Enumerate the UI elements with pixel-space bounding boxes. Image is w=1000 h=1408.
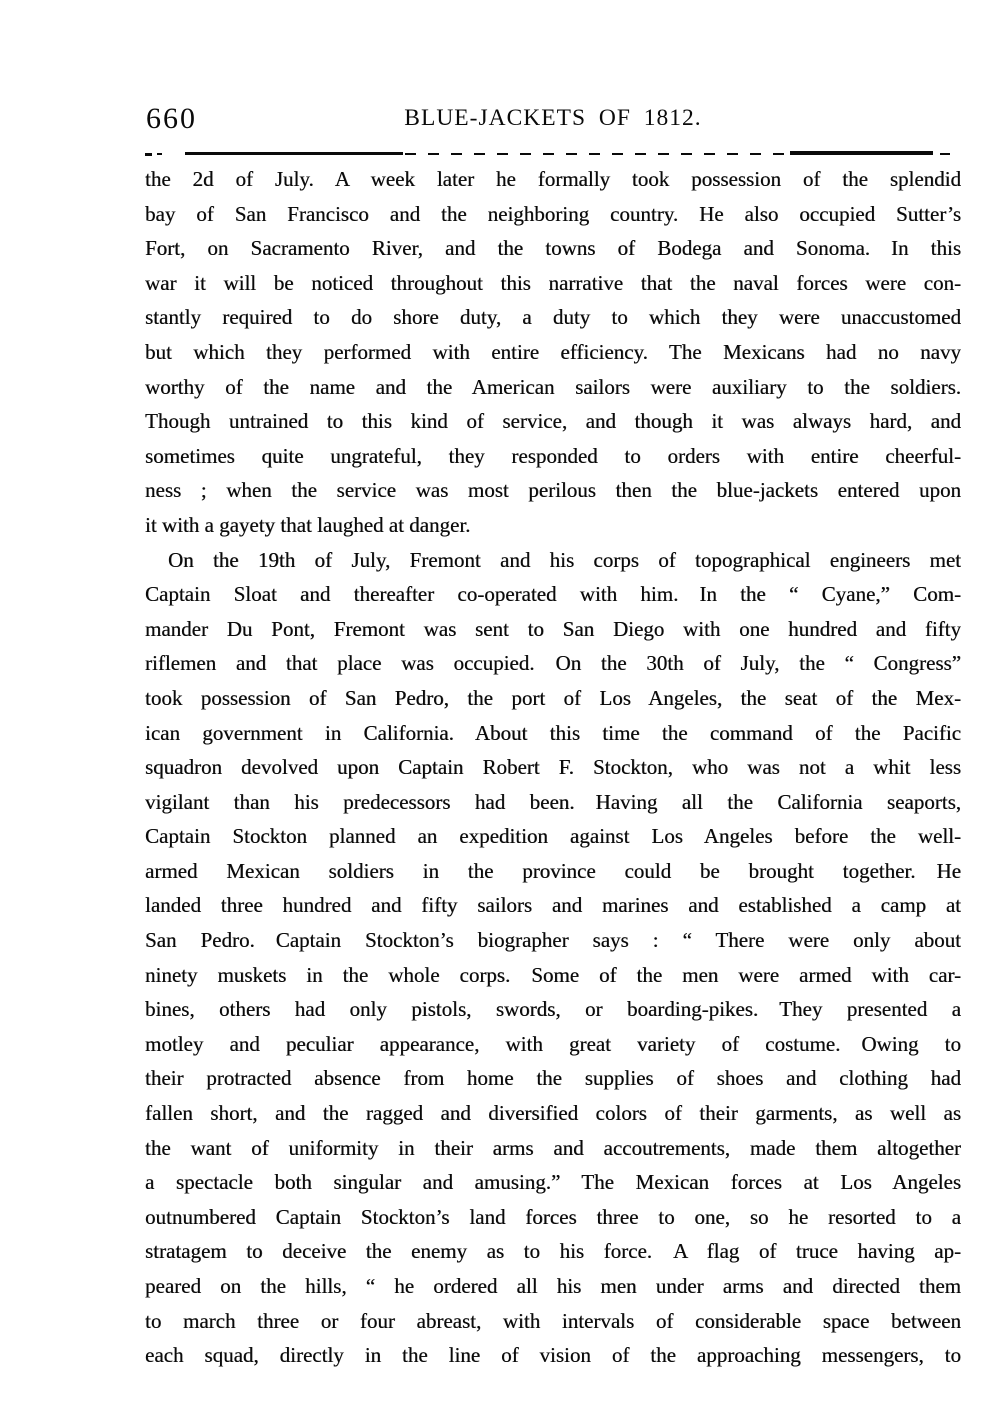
page-body-text [145, 162, 961, 1373]
header-rule-segment [940, 153, 950, 155]
text-line: to march three or four abreast, with intervals of considerable space between [145, 1308, 961, 1333]
header-rule-segment [157, 153, 162, 155]
text-line: sometimes quite ungrateful, they responded to orders with entire cheerful- [145, 443, 961, 468]
text-line: San Pedro. Captain Stockton’s biographer says : “ There were only about [145, 928, 961, 953]
text-line: the 2d of July. A week later he formally took possession of the splendid [145, 167, 961, 191]
text-line: outnumbered Captain Stockton’s land forces three to one, so he resorted to a [145, 1204, 961, 1229]
running-head-title: BLUE-JACKETS OF 1812. [404, 105, 702, 131]
text-line: Captain Stockton planned an expedition against Los Angeles before the well- [145, 824, 961, 849]
text-line: Captain Sloat and thereafter co-operated with him. In the “ Cyane,” Com- [145, 582, 961, 607]
header-rule-segment [145, 153, 152, 156]
text-line: ican government in California. About this time the command of the Pacific [145, 720, 961, 745]
text-line: On the 19th of July, Fremont and his corps of topographical engineers met [168, 547, 961, 572]
text-line: Though untrained to this kind of service, and though it was always hard, and [145, 409, 961, 434]
header-rule-segment [790, 151, 933, 155]
text-line: squadron devolved upon Captain Robert F. Stockton, who was not a whit less [145, 755, 961, 780]
text-line: war it will be noticed throughout this narrative that the naval forces were con- [145, 270, 961, 295]
text-line: each squad, directly in the line of vision of the approaching messengers, to [145, 1343, 961, 1368]
text-line: stratagem to deceive the enemy as to his force. A flag of truce having ap- [145, 1239, 961, 1264]
text-line: but which they performed with entire efficiency. The Mexicans had no navy [145, 339, 961, 364]
text-line: landed three hundred and fifty sailors and marines and established a camp at [145, 893, 961, 918]
text-line: peared on the hills, “ he ordered all his men under arms and directed them [145, 1274, 961, 1298]
text-line: fallen short, and the ragged and diversified colors of their garments, as well as [145, 1101, 961, 1126]
text-line: ness ; when the service was most perilous then the blue-jackets entered upon [145, 478, 961, 503]
text-line: mander Du Pont, Fremont was sent to San Diego with one hundred and fifty [145, 616, 961, 641]
text-line: took possession of San Pedro, the port of Los Angeles, the seat of the Mex- [145, 685, 961, 710]
text-line: vigilant than his predecessors had been. Having all the California seaports, [145, 789, 961, 814]
text-line: motley and peculiar appearance, with great variety of costume. Owing to [145, 1031, 961, 1056]
text-line: it with a gayety that laughed at danger. [145, 512, 471, 537]
text-line: a spectacle both singular and amusing.” The Mexican forces at Los Angeles [145, 1170, 961, 1195]
text-line: Fort, on Sacramento River, and the towns of Bodega and Sonoma. In this [145, 236, 961, 261]
text-line: their protracted absence from home the supplies of shoes and clothing had [145, 1066, 961, 1091]
text-line: bay of San Francisco and the neighboring country. He also occupied Sutter’s [145, 201, 961, 226]
text-line: riflemen and that place was occupied. On the 30th of July, the “ Congress” [145, 651, 961, 676]
text-line: the want of uniformity in their arms and accoutrements, made them altogether [145, 1135, 961, 1160]
text-line: armed Mexican soldiers in the province could be brought together. He [145, 858, 961, 883]
text-line: worthy of the name and the American sailors were auxiliary to the soldiers. [145, 374, 961, 399]
text-line: ninety muskets in the whole corps. Some of the men were armed with car- [145, 962, 961, 987]
header-rule-segment [185, 152, 403, 155]
text-line: stantly required to do shore duty, a duty to which they were unaccustomed [145, 305, 961, 330]
page-number: 660 [146, 102, 197, 135]
header-rule-segment [405, 153, 790, 155]
text-line: bines, others had only pistols, swords, or boarding-pikes. They presented a [145, 997, 961, 1022]
